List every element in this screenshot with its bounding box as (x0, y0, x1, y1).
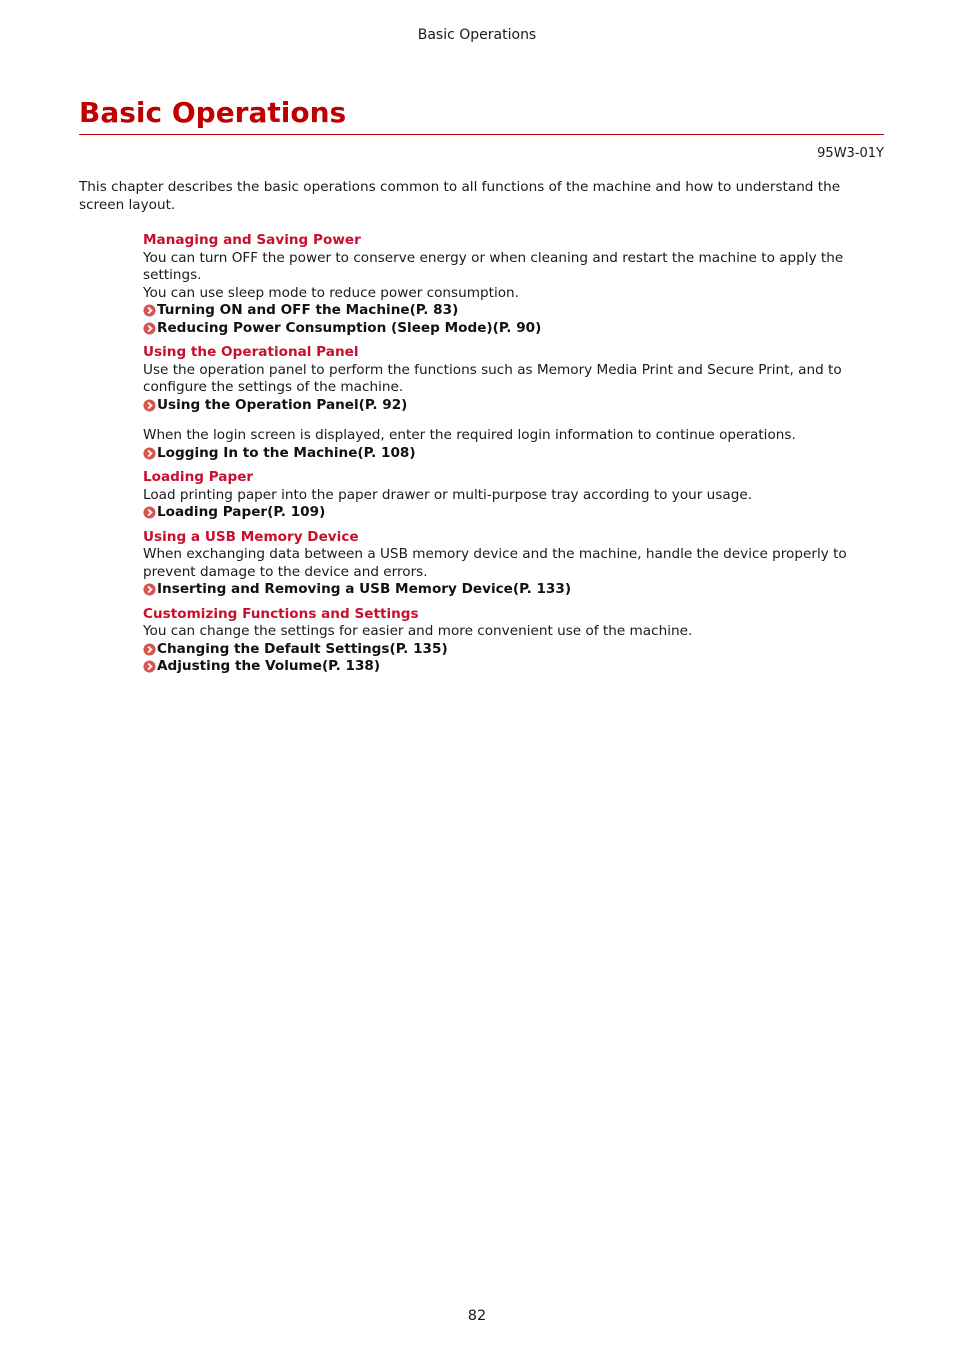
circle-chevron-right-icon (143, 643, 156, 656)
chapter-intro: This chapter describes the basic operations common to all functions of the machine and how to understand the screen layout. (79, 179, 841, 213)
section-managing-power (143, 232, 853, 337)
circle-chevron-right-icon (143, 304, 156, 317)
circle-chevron-right-icon (143, 583, 156, 596)
section-heading: Using the Operational Panel (143, 344, 359, 360)
section-heading: Loading Paper (143, 469, 254, 485)
link-default-settings[interactable] (143, 641, 853, 659)
running-header: Basic Operations (417, 27, 537, 43)
link-turning-on-off[interactable] (143, 302, 853, 320)
link-label: Turning ON and OFF the Machine(P. 83) (157, 302, 459, 318)
link-usb-memory[interactable] (143, 581, 853, 599)
link-label: Changing the Default Settings(P. 135) (157, 640, 448, 657)
link-label: Using the Operation Panel(P. 92) (157, 396, 408, 413)
section-list (143, 232, 853, 683)
page-title: Basic Operations (79, 96, 347, 129)
link-label: Logging In to the Machine(P. 108) (157, 444, 416, 461)
link-operation-panel[interactable] (143, 397, 853, 415)
link-adjusting-volume[interactable] (143, 658, 853, 676)
section-text: Load printing paper into the paper drawer or multi-purpose tray according to your usage. (143, 486, 753, 503)
section-loading-paper (143, 469, 853, 522)
section-text: You can turn OFF the power to conserve energy or when cleaning and restart the machine to apply the settings. (143, 249, 844, 283)
link-sleep-mode[interactable] (143, 320, 853, 338)
section-text: When exchanging data between a USB memory device and the machine, handle the device properly to prevent damage to the device and errors. (143, 546, 847, 580)
link-label: Loading Paper(P. 109) (157, 504, 326, 520)
section-operational-panel (143, 344, 853, 414)
page-number: 82 (467, 1308, 487, 1324)
circle-chevron-right-icon (143, 322, 156, 335)
section-text: You can change the settings for easier and more convenient use of the machine. (143, 623, 693, 639)
link-label: Adjusting the Volume(P. 138) (157, 658, 381, 674)
section-heading: Managing and Saving Power (143, 232, 361, 248)
document-id: 95W3-01Y (817, 146, 884, 161)
circle-chevron-right-icon (143, 447, 156, 460)
section-text: When the login screen is displayed, enter the required login information to continue operations. (143, 427, 796, 443)
circle-chevron-right-icon (143, 506, 156, 519)
section-heading: Customizing Functions and Settings (143, 605, 419, 622)
link-label: Reducing Power Consumption (Sleep Mode)(P. 90) (157, 319, 542, 336)
section-text: You can use sleep mode to reduce power consumption. (143, 284, 519, 301)
link-loading-paper[interactable] (143, 504, 853, 522)
title-divider (79, 134, 884, 135)
section-text: Use the operation panel to perform the functions such as Memory Media Print and Secure Print, and to configure the settings of the machine. (143, 361, 842, 395)
link-label: Inserting and Removing a USB Memory Device(P. 133) (157, 581, 572, 597)
section-customizing (143, 606, 853, 676)
link-logging-in[interactable] (143, 445, 853, 463)
section-usb-memory (143, 529, 853, 599)
section-heading: Using a USB Memory Device (143, 528, 359, 545)
circle-chevron-right-icon (143, 660, 156, 673)
section-login (143, 427, 853, 462)
circle-chevron-right-icon (143, 399, 156, 412)
